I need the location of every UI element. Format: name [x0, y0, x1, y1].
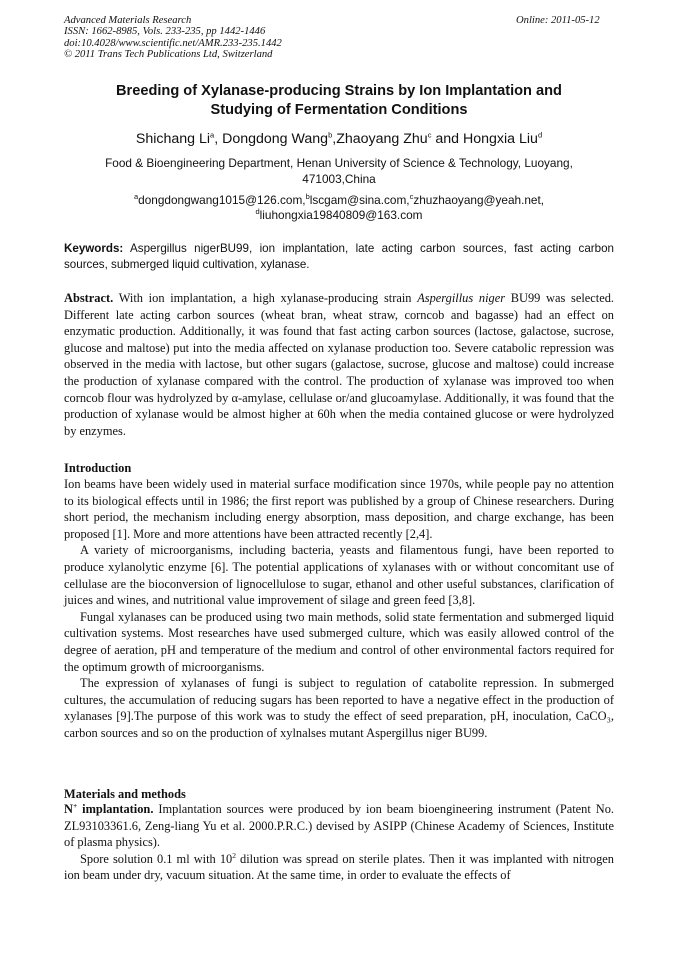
author-emails: [70, 193, 608, 223]
methods-paragraph-1: [64, 801, 614, 851]
author-name: Shichang Li: [135, 131, 211, 147]
abstract-text-start: With ion implantation, a high xylanase-producing strain: [118, 291, 412, 305]
paper-title: [64, 82, 614, 120]
abstract-paragraph: [64, 290, 614, 439]
email-address[interactable]: zhuzhaoyang@yeah.net,: [413, 193, 545, 207]
title-line-2: Studying of Fermentation Conditions: [210, 102, 468, 118]
keywords-section: [64, 241, 614, 273]
abstract-section: [64, 290, 614, 439]
implantation-label: [64, 802, 153, 816]
author-name: Hongxia Liu: [463, 131, 538, 147]
dilution-exponent: 2: [232, 850, 236, 860]
methods-heading: Materials and methods: [64, 787, 186, 801]
email-address[interactable]: dongdongwang1015@126.com,: [138, 193, 306, 207]
journal-name: Advanced Materials Research: [64, 15, 192, 26]
online-date: Online: 2011-05-12: [516, 15, 600, 26]
author-mark: c: [427, 130, 432, 140]
keywords-text: Aspergillus nigerBU99, ion implantation, late acting carbon sources, fast acting carbon sources, submerged liquid cultivation, xylanase.: [64, 242, 614, 272]
methods-paragraph-2: [64, 851, 614, 884]
intro-paragraph-3: Fungal xylanases can be produced using two main methods, solid state fermentation and submerged liquid cultivation systems. Most researches have used submerged culture, which was easily allowed control of the degree of aeration, pH and temperature of the medium and control of other environmental factors required for the optimum growth of microorganisms.: [64, 609, 614, 674]
abstract-label: Abstract.: [64, 291, 114, 305]
email-mark: b: [305, 192, 310, 202]
journal-header: [64, 15, 282, 61]
email-mark: a: [133, 192, 139, 202]
methods-text-2a: Spore solution 0.1 ml with 10: [80, 851, 233, 866]
implantation-label-sup: +: [72, 800, 78, 810]
email-mark: d: [255, 207, 260, 217]
author-mark: d: [537, 130, 543, 140]
methods-text-2b: dilution was spread on sterile plates. Then it was implanted with nitrogen ion beam under dry, vacuum situation. At the same time, in order to evaluate the effects of: [64, 851, 614, 883]
introduction-section: [64, 476, 614, 742]
methods-text-1: Implantation sources were produced by ion beam bioengineering instrument (Patent No. ZL93103361.6, Zeng-liang Yu et al. 2000.P.R.C.) devised by ASIPP (Chinese Academy of Sciences, Institute of plasma physics).: [64, 802, 614, 850]
intro-paragraph-4: The expression of xylanases of fungi is subject to regulation of catabolite repression. In submerged cultures, the accumulation of reducing sugars has been reported to have a negative effect in the production of xylanases [9].The purpose of this work was to study the effect of seed preparation, pH, inoculation, CaCO₃, carbon sources and so on the production of xylnalses mutant Aspergillus niger BU99.: [64, 676, 614, 740]
email-address[interactable]: liuhongxia19840809@163.com: [259, 208, 423, 222]
author-mark: a: [210, 130, 215, 140]
intro-paragraph-2: A variety of microorganisms, including bacteria, yeasts and filamentous fungi, have been reported to produce xylanolytic enzyme [6]. The potential applications of xylanases with or without concomitant use of cellulase are the bioconversion of lignocellulose to sugar, ethanol and other useful substances, clarification of juices and wines, and nutritional value improvement of silage and green feed [3,8].: [64, 543, 614, 608]
email-line-2: [70, 208, 608, 223]
journal-copyright: © 2011 Trans Tech Publications Ltd, Switzerland: [64, 49, 273, 61]
author-name: Zhaoyang Zhu: [336, 131, 428, 147]
author-name: Dongdong Wang: [222, 131, 329, 147]
implantation-label-n: N: [64, 802, 73, 816]
implantation-label-rest: implantation.: [77, 802, 154, 816]
methods-section: [64, 801, 614, 884]
keywords-label: Keywords:: [64, 242, 124, 255]
intro-paragraph-1: Ion beams have been widely used in material surface modification since 1970s, while people pay no attention to its biological effects until in 1986; the first report was published by a group of Chinese researchers. During short period, the mechanism including energy absorption, mass deposition, and charge exchange, has been proposed [1]. More and more attentions have been attracted recently [2,4].: [64, 477, 614, 541]
abstract-text-rest: BU99 was selected. Different late acting carbon sources (wheat bran, wheat straw, corncob and bagasse) had an effect on enzymatic production. Additionally, it was found that fast acting carbon sources (lactose, galactose, sucrose, glucose and maltose) put into the media affected on xylanase production too. Severe catabolic repression was observed in the media with lactose, but other sugars (galactose, sucrose, glucose and maltose) could increase the production of xylanase compared with the control. The production of xylanase was improved too when corncob flour was hydrolyzed by α-amylase, cellulase or/and glucoamylase. Additionally, it was found that the production of xylanase would be almost higher at 60h when the media contained glucose or were hydrolyzed by enzymes.: [64, 291, 614, 438]
email-line-1: [70, 193, 608, 208]
journal-doi: doi:10.4028/www.scientific.net/AMR.233-235.1442: [64, 37, 282, 49]
email-mark: c: [409, 192, 414, 202]
journal-issn: ISSN: 1662-8985, Vols. 233-235, pp 1442-1446: [64, 26, 266, 38]
title-line-1: Breeding of Xylanase-producing Strains by Ion Implantation and: [116, 83, 562, 99]
author-list: Shichang Li$^a$, Dongdong Wang$^b$,Zhaoyang Zhu$^c$ and Hongxia Liu$^d$: [135, 130, 543, 147]
email-address[interactable]: lscgam@sina.com,: [309, 193, 410, 207]
species-name: Aspergillus niger: [417, 291, 506, 305]
affiliation: Food & Bioengineering Department, Henan University of Science & Technology, Luoyang, 471003,China: [105, 156, 573, 186]
introduction-heading: Introduction: [64, 461, 132, 475]
author-mark: b: [328, 130, 333, 140]
